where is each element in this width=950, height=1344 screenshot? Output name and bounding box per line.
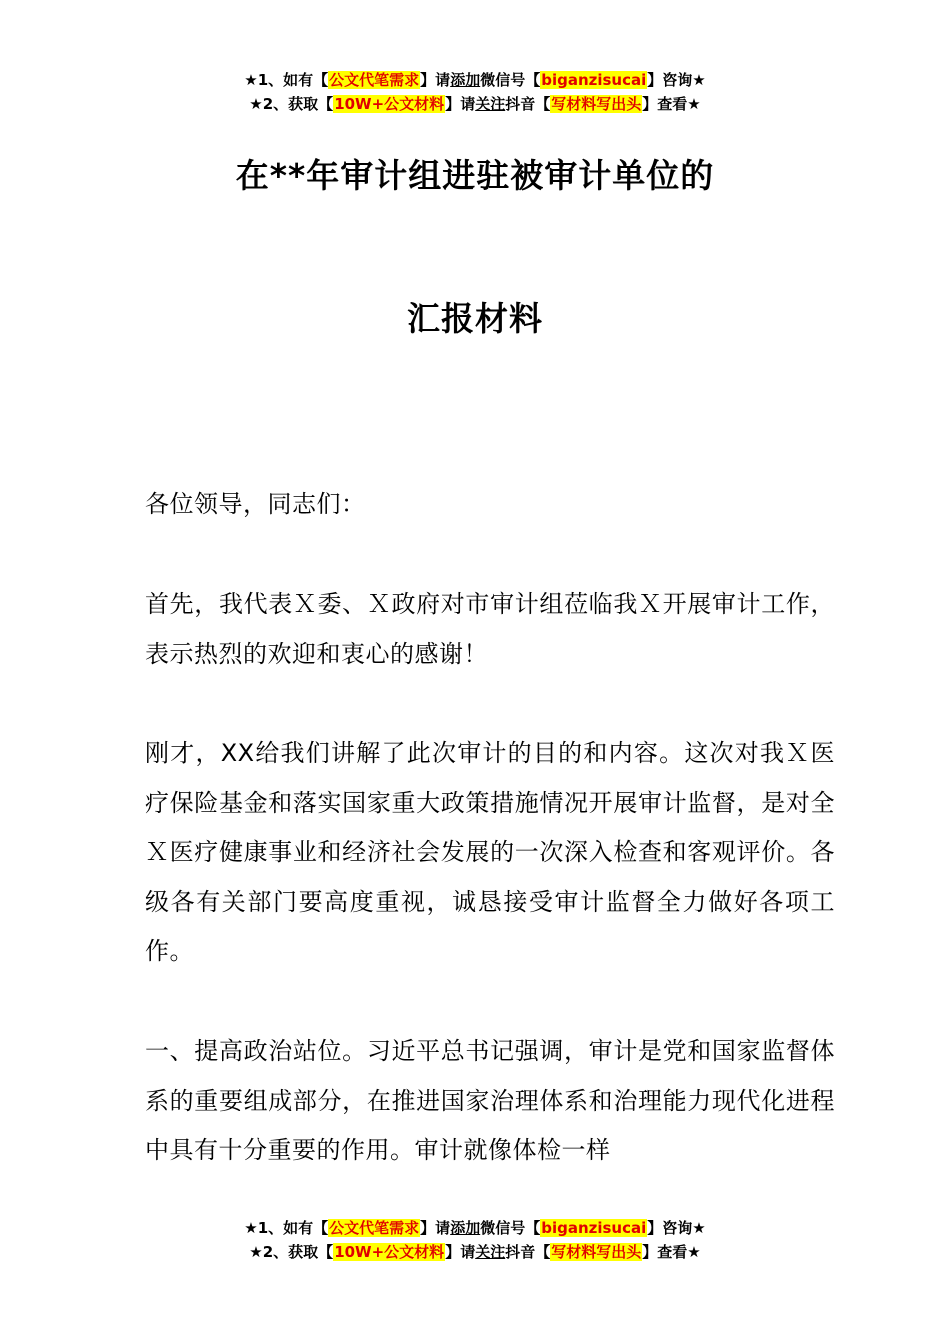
promo-wechat-id: biganzisucai <box>541 71 647 89</box>
promo-text: ★1、如有【 <box>244 71 329 89</box>
promo-underline: 添加 <box>450 71 481 89</box>
document-title-line-1: 在**年审计组进驻被审计单位的 <box>235 156 715 195</box>
promo-text: 抖音【 <box>505 95 551 113</box>
promo-text: 】请 <box>420 1219 451 1237</box>
promo-underline: 添加 <box>450 1219 481 1237</box>
body-paragraph: 刚才，XX给我们讲解了此次审计的目的和内容。这次对我Ｘ医疗保险基金和落实国家重大政策措施情况开展审计监督，是对全Ｘ医疗健康事业和经济社会发展的一次深入检查和客观评价。各级各有关部门要高度重视，诚恳接受审计监督全力做好各项工作。 <box>145 739 835 965</box>
promo-text: 】咨询★ <box>647 1219 706 1237</box>
greeting: 各位领导，同志们： <box>145 490 366 518</box>
promo-text: ★2、获取【 <box>249 1243 334 1261</box>
promo-text: 】查看★ <box>642 1243 701 1261</box>
promo-highlight: 10W+公文材料 <box>334 95 445 113</box>
header-promo-banner <box>0 68 950 116</box>
promo-text: 微信号【 <box>480 71 541 89</box>
promo-text: 抖音【 <box>505 1243 551 1261</box>
promo-line-2 <box>0 1240 950 1264</box>
document-title-line-2: 汇报材料 <box>407 299 543 338</box>
promo-wechat-id: biganzisucai <box>541 1219 647 1237</box>
promo-underline: 关注 <box>475 95 506 113</box>
promo-line-1 <box>0 1216 950 1240</box>
promo-text: ★1、如有【 <box>244 1219 329 1237</box>
promo-text: 微信号【 <box>480 1219 541 1237</box>
promo-highlight: 公文代笔需求 <box>329 1219 420 1237</box>
promo-text: 】请 <box>420 71 451 89</box>
promo-underline: 关注 <box>475 1243 506 1261</box>
promo-douyin-id: 写材料写出头 <box>551 1243 642 1261</box>
footer-promo-banner <box>0 1216 950 1264</box>
promo-line-2 <box>0 92 950 116</box>
promo-douyin-id: 写材料写出头 <box>551 95 642 113</box>
promo-line-1 <box>0 68 950 92</box>
body-paragraph: 首先，我代表Ｘ委、Ｘ政府对市审计组莅临我Ｘ开展审计工作，表示热烈的欢迎和衷心的感谢！ <box>145 590 835 668</box>
promo-highlight: 公文代笔需求 <box>329 71 420 89</box>
body-paragraph: 一、提高政治站位。习近平总书记强调，审计是党和国家监督体系的重要组成部分，在推进国家治理体系和治理能力现代化进程中具有十分重要的作用。审计就像体检一样 <box>145 1037 835 1164</box>
promo-text: ★2、获取【 <box>249 95 334 113</box>
promo-text: 】请 <box>445 1243 476 1261</box>
promo-text: 】查看★ <box>642 95 701 113</box>
promo-text: 】咨询★ <box>647 71 706 89</box>
promo-text: 】请 <box>445 95 476 113</box>
promo-highlight: 10W+公文材料 <box>334 1243 445 1261</box>
